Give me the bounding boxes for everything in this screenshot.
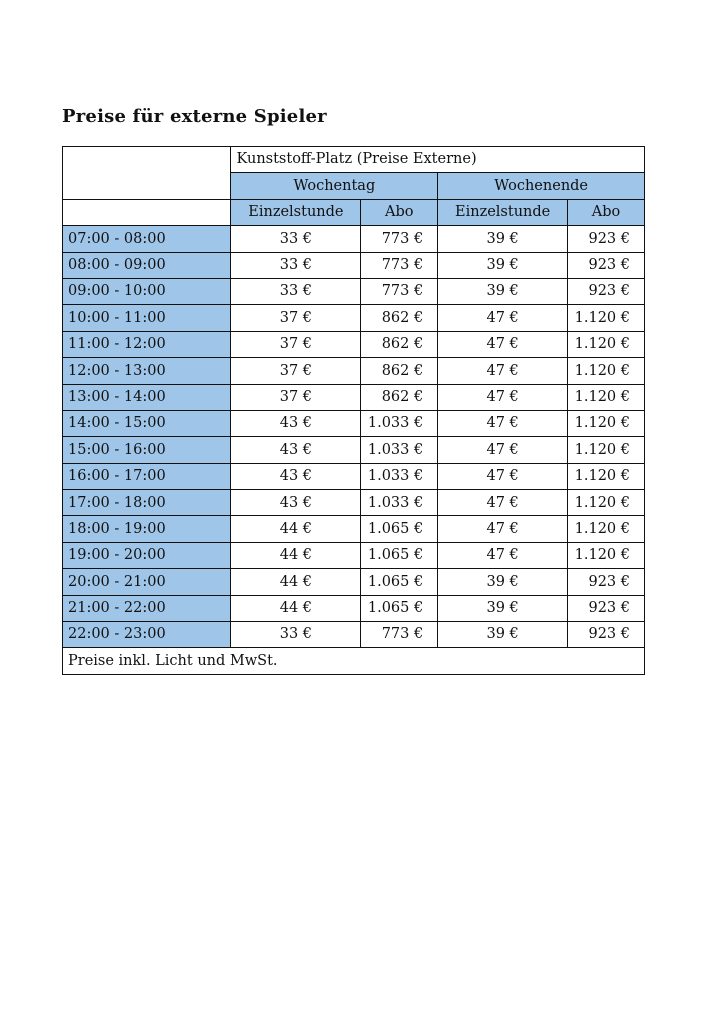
weekday-subscription-price: 1.033 € [361, 463, 438, 489]
empty-header-cell [63, 199, 231, 225]
time-slot-cell: 09:00 - 10:00 [63, 278, 231, 304]
column-header: Abo [568, 199, 645, 225]
column-header: Einzelstunde [231, 199, 361, 225]
weekend-single-hour-price: 47 € [438, 305, 568, 331]
section-header-row [63, 147, 645, 173]
table-row [63, 622, 645, 648]
weekend-subscription-price: 923 € [568, 226, 645, 252]
time-slot-cell: 17:00 - 18:00 [63, 490, 231, 516]
weekday-subscription-price: 1.065 € [361, 542, 438, 568]
weekday-subscription-price: 773 € [361, 252, 438, 278]
weekend-subscription-price: 1.120 € [568, 410, 645, 436]
weekend-subscription-price: 1.120 € [568, 384, 645, 410]
time-slot-cell: 20:00 - 21:00 [63, 569, 231, 595]
weekday-single-hour-price: 44 € [231, 516, 361, 542]
table-row [63, 437, 645, 463]
table-row [63, 331, 645, 357]
weekday-subscription-price: 1.065 € [361, 516, 438, 542]
weekend-single-hour-price: 39 € [438, 569, 568, 595]
time-slot-cell: 19:00 - 20:00 [63, 542, 231, 568]
weekend-subscription-price: 1.120 € [568, 305, 645, 331]
time-slot-cell: 18:00 - 19:00 [63, 516, 231, 542]
weekday-single-hour-price: 33 € [231, 278, 361, 304]
weekday-single-hour-price: 44 € [231, 569, 361, 595]
column-header: Abo [361, 199, 438, 225]
weekday-single-hour-price: 33 € [231, 622, 361, 648]
table-row [63, 490, 645, 516]
table-row [63, 384, 645, 410]
weekend-single-hour-price: 47 € [438, 542, 568, 568]
table-row [63, 569, 645, 595]
weekday-single-hour-price: 37 € [231, 331, 361, 357]
weekday-single-hour-price: 44 € [231, 595, 361, 621]
weekend-subscription-price: 923 € [568, 595, 645, 621]
footer-note: Preise inkl. Licht und MwSt. [63, 648, 645, 674]
table-row [63, 226, 645, 252]
weekend-subscription-price: 1.120 € [568, 358, 645, 384]
time-slot-cell: 22:00 - 23:00 [63, 622, 231, 648]
weekend-subscription-price: 1.120 € [568, 437, 645, 463]
weekday-single-hour-price: 44 € [231, 542, 361, 568]
weekend-subscription-price: 1.120 € [568, 516, 645, 542]
weekday-single-hour-price: 33 € [231, 252, 361, 278]
weekday-subscription-price: 1.033 € [361, 437, 438, 463]
weekend-single-hour-price: 47 € [438, 331, 568, 357]
weekend-subscription-price: 923 € [568, 622, 645, 648]
table-row [63, 305, 645, 331]
section-header: Kunststoff-Platz (Preise Externe) [231, 147, 645, 173]
time-slot-cell: 21:00 - 22:00 [63, 595, 231, 621]
weekday-subscription-price: 862 € [361, 384, 438, 410]
group-header-wochentag: Wochentag [231, 173, 438, 199]
time-slot-cell: 07:00 - 08:00 [63, 226, 231, 252]
weekend-subscription-price: 923 € [568, 278, 645, 304]
weekday-subscription-price: 773 € [361, 278, 438, 304]
time-slot-cell: 10:00 - 11:00 [63, 305, 231, 331]
weekday-single-hour-price: 33 € [231, 226, 361, 252]
price-table [62, 146, 645, 675]
time-slot-cell: 11:00 - 12:00 [63, 331, 231, 357]
weekend-subscription-price: 923 € [568, 569, 645, 595]
weekday-subscription-price: 862 € [361, 358, 438, 384]
column-header: Einzelstunde [438, 199, 568, 225]
table-row [63, 463, 645, 489]
weekday-subscription-price: 1.065 € [361, 569, 438, 595]
time-slot-cell: 14:00 - 15:00 [63, 410, 231, 436]
table-row [63, 542, 645, 568]
weekday-single-hour-price: 43 € [231, 490, 361, 516]
weekend-subscription-price: 1.120 € [568, 542, 645, 568]
time-slot-cell: 08:00 - 09:00 [63, 252, 231, 278]
weekday-single-hour-price: 43 € [231, 437, 361, 463]
weekday-single-hour-price: 37 € [231, 305, 361, 331]
weekend-single-hour-price: 47 € [438, 437, 568, 463]
weekend-single-hour-price: 47 € [438, 490, 568, 516]
weekday-subscription-price: 1.065 € [361, 595, 438, 621]
weekend-single-hour-price: 47 € [438, 463, 568, 489]
table-row [63, 278, 645, 304]
weekend-single-hour-price: 39 € [438, 595, 568, 621]
weekday-subscription-price: 773 € [361, 226, 438, 252]
weekday-subscription-price: 1.033 € [361, 490, 438, 516]
table-row [63, 595, 645, 621]
table-row [63, 516, 645, 542]
weekend-single-hour-price: 39 € [438, 622, 568, 648]
time-slot-cell: 15:00 - 16:00 [63, 437, 231, 463]
weekend-subscription-price: 923 € [568, 252, 645, 278]
weekend-single-hour-price: 47 € [438, 358, 568, 384]
footer-row [63, 648, 645, 674]
weekend-subscription-price: 1.120 € [568, 331, 645, 357]
time-slot-cell: 16:00 - 17:00 [63, 463, 231, 489]
group-header-wochenende: Wochenende [438, 173, 645, 199]
table-row [63, 410, 645, 436]
weekday-single-hour-price: 37 € [231, 358, 361, 384]
column-header-row [63, 199, 645, 225]
table-row [63, 358, 645, 384]
time-slot-cell: 13:00 - 14:00 [63, 384, 231, 410]
weekday-subscription-price: 862 € [361, 331, 438, 357]
time-slot-cell: 12:00 - 13:00 [63, 358, 231, 384]
weekday-single-hour-price: 43 € [231, 410, 361, 436]
weekday-single-hour-price: 43 € [231, 463, 361, 489]
weekend-single-hour-price: 39 € [438, 278, 568, 304]
weekday-subscription-price: 1.033 € [361, 410, 438, 436]
weekend-subscription-price: 1.120 € [568, 463, 645, 489]
empty-corner-cell [63, 147, 231, 200]
weekend-single-hour-price: 47 € [438, 410, 568, 436]
weekend-single-hour-price: 47 € [438, 516, 568, 542]
weekend-single-hour-price: 47 € [438, 384, 568, 410]
table-row [63, 252, 645, 278]
weekend-single-hour-price: 39 € [438, 226, 568, 252]
weekend-subscription-price: 1.120 € [568, 490, 645, 516]
weekday-single-hour-price: 37 € [231, 384, 361, 410]
weekday-subscription-price: 773 € [361, 622, 438, 648]
page-title: Preise für externe Spieler [62, 106, 327, 127]
weekend-single-hour-price: 39 € [438, 252, 568, 278]
weekday-subscription-price: 862 € [361, 305, 438, 331]
